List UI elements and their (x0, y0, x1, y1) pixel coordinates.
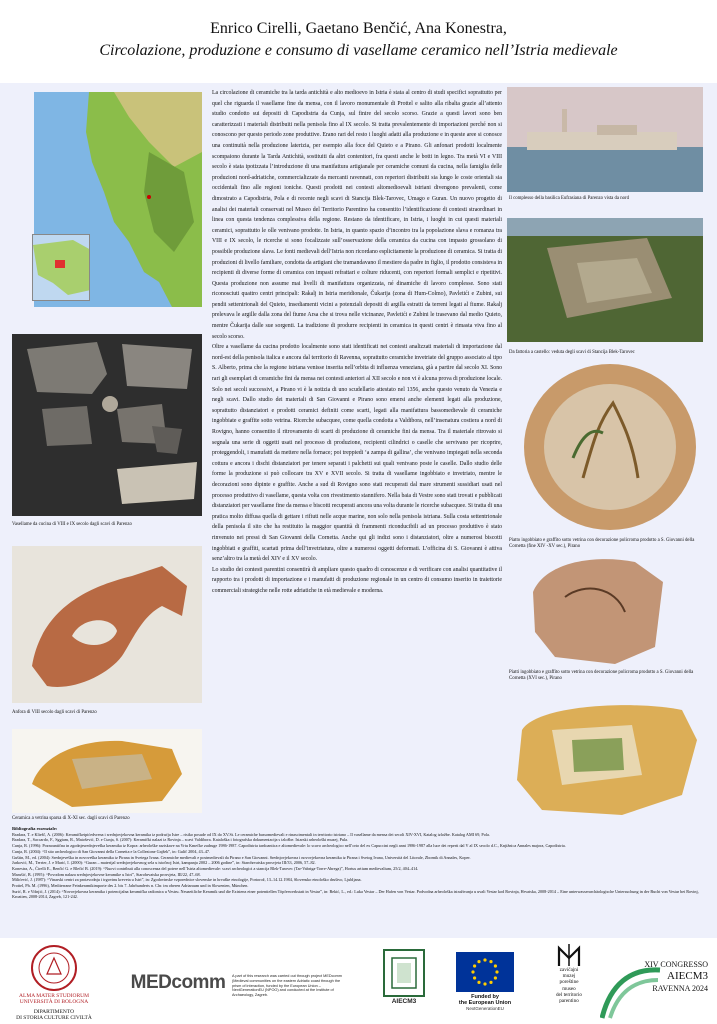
caption-sherds: Vasellame da cucina di VIII e IX secolo dagli scavi di Parenzo (12, 522, 132, 527)
amphora-photo (12, 546, 202, 703)
unibo-line4: DI STORIA CULTURE CIVILTÀ (16, 1015, 92, 1021)
aiecm3-logo (378, 948, 430, 1005)
museum-line5: del territorio (555, 992, 583, 999)
caption-porec: Il complesso della basilica Eufrasiana di Parenzo vista da nord (509, 196, 630, 201)
congress-line2: AIECM3 (667, 970, 708, 982)
museum-line2: muzej (562, 972, 576, 979)
caption-plate2: Piatti ingobbiato e graffito sotto vetrina con decorazione policroma prodotto a S. Giovanni della Cornetta (XVI sec.), Pirano (509, 670, 694, 681)
graffita-plate-photo (523, 363, 698, 531)
main-text-column (212, 88, 502, 597)
bibliography-entry: Bradara, T. e Kliešč, A. (2006): Keramičkeipićedvrena i srednjovjekovna keramika iz podrućja Istre – risiko posude od IX do XV.St. Le ceramiche bassomedievali e rinascimentali in territorio istriano – Il vasellame da mensa dei secoli XIV-XVI, Katalog izložbe. Katalog AMI 69, Pola. (12, 831, 490, 837)
aiecm3-emblem-icon (382, 948, 426, 998)
caption-amphora: Anfora di VIII secolo dagli scavi di Parenzo (12, 710, 97, 715)
caption-glazed: Ceramica a vetrina sparsa di X-XI sec. dagli scavi di Parenzo (12, 816, 130, 821)
main-paragraph-1: La circolazione di ceramiche tra la tarda antichità e alto medioevo in Istria è stata al centro di studi specifici soprattutto per quel che riguarda il vasellame fine da mensa, con il lavoro monumentale di Prottel e salito alla ribalta grazie all’attento studio condotto sui depositi di Capodistria da Cunja, sul finire del secolo scorso. Grazie a questi lavori sono ben caratterizzati i materiali distribuiti nella penisola fino al IX secolo. Si tratta prevalentemente di importazioni perché non si conoscono per questo periodo zone produttive. Erano rari del resto i luoghi adatti alla produzione e in queste aree si conosce una continuità nella produzione laterizia, per esempio alla foce del Quieto e a Pirano. Gli anfonari prodotti localmente scompaiono durante la Tarda Antichità, sostituiti da altri contenitori, fra questi anche le botti in legno. Tra metà VI e VIII secolo è stata ipotizzata l’introduzione di una manifattura artigianale per ceramiche comuni da cucina, nella famiglia delle produzioni nord-adriatiche, commercializzate da mercanti ravennati, con repertori distribuiti sia lungo le coste orientali sia occidentali fino alle regioni ioniche. Questi prodotti nei contesti altomedioevali istriani divengono prevalenti, come dimostrato a Capodistria, Pola e di recente negli scavi di Stancija Blek-Tarovec, Umago e Guran. Un nuovo progetto di analisi dei materiali conservati nel Museo del Territorio Parentino ha consentito l’identificazione di contesti straordinari in linea con questa tendenza complessiva della regione. Restano da identificare, in Istria, i luoghi in cui questi materiali ceramici, soprattutto le olle venivano prodotte. In Istria, in quanto spazio d’incontro tra la popolazione slava e romanza tra VIII e IX secolo, le ricerche si sono focalizzate sull’osservazione della ceramica da cucina con impasto grossolano di possibile produzione slava. Le fonti medievali dell’Istria non ricordano esplicitamente la produzione di ceramica. Si tratta di produzioni di livello familiare, condotta da artigiani che tramandavano il mestiere da padre in figlio, il prodotto consisteva in recipienti di diverse forme di ceramica con impasti refrattari e colture riducenti, con repertori formali semplici e ripetitivi. Questa produzione non assume mai livelli di manifattura organizzata, né dinamiche di lavoro complesse. Sono stati riconosciuti quattro centri principali: Rakalj in Istria meridionale, Čukarija (zona di Hum-Colmo), Pavletići e Zubini, sui pendii settentrionali del Quieto, insediamenti vicini a potenziali depositi di argilla estratti da terreni legati al fiume. Rakalj prelevava le argille dalla zona del fiume Arsa che si trova nelle vicinanze, Pavletići e Zubini le trasevano dal medio Quieto, mentre Čukarija dalle sue sorgenti. La tradizione di produrre recipienti in ceramica in questi centri è rimasta viva fino al secolo scorso. (212, 90, 502, 340)
medcomm-funding-note: A part of this research was carried out through project MEDcomm (Medieval communities on the eastern Adriatic coast through the prism of interaction, funded by the European Union – NextGenerationEU (NPOO) and conducted at the Institute of Archaeology, Zagreb. (232, 974, 342, 998)
congress-line1: XIV CONGRESSO (644, 960, 708, 969)
caption-castle: Da fattoria a castello: veduta degli scavi di Stancija Blek-Tarovec (509, 350, 635, 355)
bibliography-entry: Prottel, Ph. M. (1996), Mediterrane Feinkeramikimporte des 2. bis 7. Jahrhunderts n. Chr. im oberen Adriaraum und in Slowenien, München. (12, 883, 249, 889)
bibliography-entry: Surić, R. e Višnjić, J. (2014): “Novovjekovna keramika i potencijalna keramička radionica u Vestru. Neuzeitliche Keramik und die Existenz einer potentiellen Töpferwerkstatt in Vestar”, in: Bekić, L., ed.: Luka Vestar – Der Hafen von Vestar. Podvodna arheološka istraživanja u uvali Vestar kod Rovinja, Hrvatska, 2008-2014 – Eine unterwasserarchäologische Untersuchung in der Bucht von Vestar bei Rovinj, Kroatien, 2008-2014, Zagreb, 121-242. (12, 888, 699, 900)
museum-monogram-icon (556, 944, 582, 968)
congress-logo (600, 950, 712, 1020)
eu-funding-logo (454, 952, 516, 1011)
poster-title: Circolazione, produzione e consumo di vasellame ceramico nell’Istria medievale (99, 42, 618, 59)
footer-logos (0, 938, 717, 1024)
museum-line3: poreštine (559, 978, 579, 985)
glazed-sherd-photo (12, 729, 202, 813)
bibliography-entry: Cunja, R. (2004): “Il sito archeologico di San Giovanni della Cornetta e la Collezione Gajšek”, in: Gulič 2004, 43–47. (12, 848, 211, 854)
europe-inset-map (32, 234, 90, 301)
porec-basilica-photo (507, 87, 703, 192)
museum-line1: zavičajni (559, 967, 579, 973)
unibo-line3: DIPARTIMENTO (33, 1009, 75, 1015)
stancija-castle-photo (507, 218, 703, 342)
unibo-line2: UNIVERSITÀ DI BOLOGNA (19, 999, 89, 1005)
poster-authors: Enrico Cirelli, Gaetano Benčić, Ana Konestra, (210, 20, 507, 37)
eu-flag-icon (456, 952, 514, 992)
museum-logo (548, 944, 590, 1005)
bibliography-entry: Bradara, T., Saccardo, F., Sggiam, R., Matošević, D. e Cunja, S. (2007): Keramički nalazi iz Rovinja – scavi Valdibora. Kataloška i fotografska dokumentacija s izložbe. Istarski arheološki muzej, Pula. (12, 837, 349, 843)
eu-line2: the European Union (458, 1000, 512, 1006)
bibliography-title: Bibliografia essenziale: (12, 826, 58, 831)
eu-line3: NextGenerationEU (466, 1006, 504, 1011)
polychrome-plate-photo (512, 700, 700, 818)
bibliography-entry: Cunja, R. (1996): Poznoantična in zgodnjesrednjeveška keramika iz Kopra: arheološke raziskave na Vrtu Kmečke zadruge 1986-1987. Capodistria tardoantica e altomedievale: lo scavo archeologico nell’orto del ex Capuccini negli anni 1986-1987 alla luce dei reperti dal V al IX secolo d.C., Knjižnica Annales majora, Capodistria. (12, 843, 566, 849)
graffita-fragment-photo (525, 552, 667, 667)
congress-line3: RAVENNA 2024 (652, 984, 708, 993)
museum-line6: parentino (559, 997, 579, 1004)
unibo-seal-icon (30, 944, 78, 992)
bibliography-entry: Guštin, M., ed. (2004): Srednjeveška in novoveška keramika iz Pirana in Svetega Ivana. Ceramiche medievali e postmedievali da Pirano e San Giovanni. Srednjovjekovna i novovjekovna keramika iz Pirana i Svetog Ivana, Università del Litorale, Zbornik di Annales, Koper. (12, 854, 471, 860)
unibo-logo (8, 944, 100, 1021)
aiecm3-label: AIECM3 (391, 998, 417, 1005)
bibliography-entry: Marušić, B. (1995): “Povodom nalaza srednjovjekovne keramike u Istri”, Starohrvatska prosvjeta, III/22, 47–68. (12, 871, 201, 877)
caption-plate1: Piatto ingobbiato e graffito sotto vetrina con decorazione policroma prodotto a S. Giovanni della Cornetta (fine XIV -XV sec.), Pirano (509, 538, 695, 549)
main-paragraph-3: Lo studio dei contesti parentini consentirà di ampliare questo quadro di conoscenze e di verificare con analisi quantitative il rapporto tra i prodotti di importazione e i manufatti di produzione regionale in un centro di consumo inserito in traiettorie commerciali strategiche nelle rotte adriatiche in età medievale e moderna. (212, 566, 502, 594)
museum-line4: museo (562, 986, 576, 993)
medcomm-name: MEDcomm (130, 972, 226, 993)
medcomm-logo (128, 972, 228, 994)
sherds-photo (12, 334, 202, 516)
bibliography-entry: Milićević, J. (1987): “Vinarski centri za proizvodnju i trgovinu kreveta u Istri”, in: Zgodovinske vzporednice slovenske in hrvaške etnologije, Portorož, 13–14.12.1984, Slovensko etnološko društvo, Ljubljana. (12, 877, 362, 883)
unibo-line1: ALMA MATER STUDIORUM (19, 993, 89, 999)
main-paragraph-2: Oltre a vasellame da cucina prodotto localmente sono stati identificati nei contesti analizzati materiali di importazione dal nord-est della penisola italica e ancora dal territorio di Ravenna, soprattutto ceramiche invetriate del gruppo associato al tipo S. Alberto, prima che la regione istriana venisse inserita nell’orbita di influenza veneziana, già a partire dal secolo XI. Sono rari gli esemplari di ceramiche fini da mensa nei contesti anteriori al XII secolo e non vi è alcuna prova di produzione locale. Solo nei secoli successivi, a Pirano vi è la notizia di uno scudellario attestato nel 1356, anche questo venuto da Venezia e negli scavi. Dallo studio dei materiali di San Giovanni e Pirano sono emersi anche elementi legati alla produzione, soprattutto distanziatori e prodotti ceramici definiti come scarti, legati alla manifattura bassomedievale di ceramiche ingobbiate e graffite sotto vetrina. Ricerche subacquee, come quella condotta a Valdibora, nell’insenatura costiera a nord di Rovigno, hanno consentito il ritrovamento di scarti di produzione di ceramiche fini da mensa. Tra il materiale ritrovato si segnala una serie di oggetti usati nel processo di produzione, recipienti cilindrici o caselle che servivano per ricoprire, proteggendoli, i manufatti da mettere nella fornace; poi treppiedi ‘a zampa di gallina’, che venivano impiegati nella seconda cottura e ancora i dischi distanziatori per tenere separati i palchetti sui quali venivano poste le caselle. Dallo studio delle forme la produzione si può collocare tra XV e XVII secolo. Si tratta di vasellame ingobbiato e invetriato, mentre le decorazioni sono dipinte e graffite. Anche a sud di Rovigno sono stati recuperati dal mare strumenti sussidiari usati nel processo produttivo di vasellame, questa volta con rivestimento stannifero. Nella baia di Vestre sono stati trovati e pubblicati distanziatori per vasellame fine da mensa e biscotti recuperati ancora una volta durante le ricerche subacquee. Si tratta di una pratica molto diffusa quella di gettare i rifiuti nelle acque marine, non solo nella penisola istriana. Sulla costa settentrionale della penisola il sito che ha restituito la maggior quantità di frammenti riconducibili ad un processo produttivo è stato rinvenuto nei pressi di San Giovanni della Cornetta. Anche qui gli indizi sono i distanziatori, oltre a numerosi biscotti ingobbiati e graffiti, scartati prima dell’invetriatura, oltre a numerosi oggetti deformati. L’officina di S. Giovanni è attiva senz’altro tra la metà del XIV e il XV secolo. (212, 344, 502, 563)
bibliography-entry: Konestra, A., Ćirelli E., Benčić G. e Blečić B. (2019): “Nuovi contributi alla conoscenza del potere nell’Istria altomedievale: scavi archeologici a stancija Blek-Tarovec (Tar-Vabriga-Torre-Abrega)”, Hortus artium medievalium, 25/2, 404–414. (12, 865, 419, 871)
poster-header (0, 0, 717, 83)
bibliography-entry: Jurković, M., Terrier, J. e Marić, I. (2000): “Guran – materijal srednjovjekovnog sela u istočnoj Istri, kampanja 2002 – 2006 godine”, in: Starohrvatska prosvjeta III/33, 2006, 57–82. (12, 860, 316, 866)
eu-line1: Funded by (471, 994, 499, 1000)
bibliography (12, 826, 712, 900)
